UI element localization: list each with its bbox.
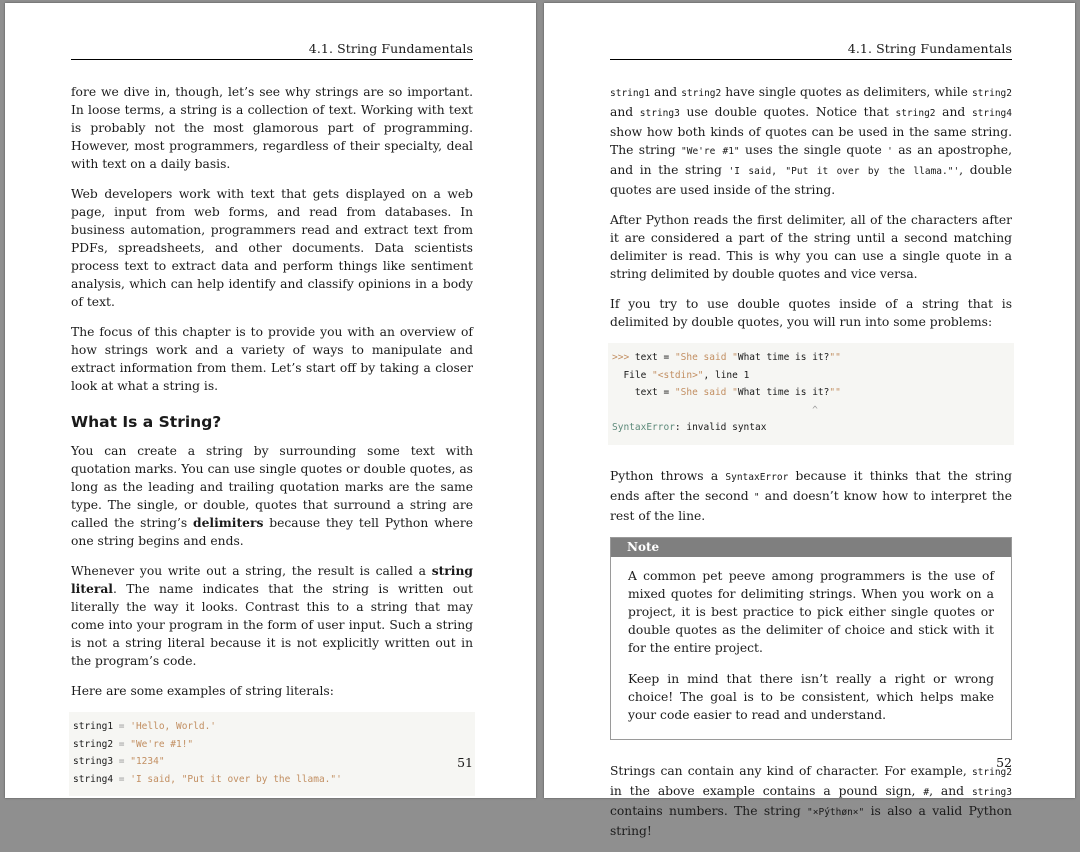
running-header: 4.1. String Fundamentals: [847, 41, 1012, 56]
paragraph: fore we dive in, though, let’s see why strings are so important. In loose terms, a string is a collection of text. Working with text is probably not the most glamorous part of programming. However, most programmers, regardless of their specialty, deal with text on a daily basis.: [71, 85, 473, 171]
note-paragraph: Keep in mind that there isn’t really a right or wrong choice! The goal is to be consistent, which helps make your code easier to read and understand.: [628, 671, 994, 722]
term-delimiters: delimiters: [193, 515, 264, 530]
term-string-literal: string literal: [71, 563, 473, 596]
code-line: string1 = 'Hello, World.': [73, 721, 217, 732]
page-number: 52: [996, 755, 1012, 770]
error-code-block: [608, 343, 1014, 445]
note-paragraph: A common pet peeve among programmers is the use of mixed quotes for delimiting strings. When you work on a project, it is best practice to pick either single quotes or double quotes as the delimiter of choice and stick with it for the entire project.: [628, 568, 994, 655]
page-body: [71, 83, 473, 808]
code-line: SyntaxError: invalid syntax: [612, 422, 767, 433]
code-line: string2 = "We're #1!": [73, 738, 194, 750]
paragraph: Here are some examples of string literals:: [71, 684, 334, 698]
note-title: Note: [611, 538, 1011, 557]
note-body: [611, 557, 1011, 739]
note-box: [610, 537, 1012, 740]
code-line: >>> text = "She said "What time is it?"": [612, 352, 841, 363]
left-page: [5, 3, 536, 798]
paragraph: The focus of this chapter is to provide you with an overview of how strings work and a variety of ways to manipulate and extract information from them. Let’s start off by taking a closer look at what a string is.: [71, 325, 473, 393]
code-line: string4 = 'I said, "Put it over by the llama."': [73, 773, 342, 785]
paragraph: Strings can contain any kind of character. For example, string2 in the above example contains a pound sign, #, and string3 contains numbers. The string "×Pýthøn×" is also a valid Python string!: [610, 763, 1012, 838]
paragraph: Web developers work with text that gets displayed on a web page, input from web forms, and read from databases. In business automation, programmers read and extract text from PDFs, spreadsheets, and other documents. Data scientists process text to extract data and perform things like sentiment analysis, which can help identify and classify opinions in a body of text.: [71, 187, 473, 309]
running-header: 4.1. String Fundamentals: [308, 41, 473, 56]
code-line: text = "She said "What time is it?"": [612, 387, 841, 398]
header-rule: [610, 59, 1012, 60]
header-rule: [71, 59, 473, 60]
page-number: 51: [457, 755, 473, 770]
right-page: [544, 3, 1075, 838]
code-line: string3 = "1234": [73, 756, 165, 767]
page-body: [610, 83, 1012, 852]
paragraph: If you try to use double quotes inside of a string that is delimited by double quotes, you will run into some problems:: [610, 297, 1012, 329]
paragraph: Python throws a SyntaxError because it thinks that the string ends after the second " and doesn’t know how to interpret the rest of the line.: [610, 468, 1013, 523]
paragraph: You can create a string by surrounding some text with quotation marks. You can use single quotes or double quotes, as long as the leading and trailing quotation marks are the same type. The single, or double, quotes that surround a string are called the string’s delimiters because they tell Python where one string begins and ends.: [71, 444, 473, 548]
paragraph: string1 and string2 have single quotes as delimiters, while string2 and string3 use double quotes. Notice that string2 and string4 show how both kinds of quotes can be used in the same string. The string "We're #1" uses the single quote ' as an apostrophe, and in the string 'I said, "Put it over by the llama."', double quotes are used inside of the string.: [610, 85, 1012, 197]
paragraph: After Python reads the first delimiter, all of the characters after it are considered a part of the string until a second matching delimiter is read. This is why you can use a single quote in a string delimited by double quotes and vice versa.: [610, 213, 1012, 281]
paragraph: Whenever you write out a string, the result is called a string literal. The name indicates that the string is written out literally the way it looks. Contrast this to a string that may come into your program in the form of user input. Such a string is not a string literal because it is not explicitly written out in the program’s code.: [71, 563, 473, 668]
code-block: [69, 712, 475, 796]
code-line: ^: [612, 404, 818, 416]
code-line: File "<stdin>", line 1: [612, 369, 750, 381]
section-heading: What Is a String?: [71, 413, 222, 431]
